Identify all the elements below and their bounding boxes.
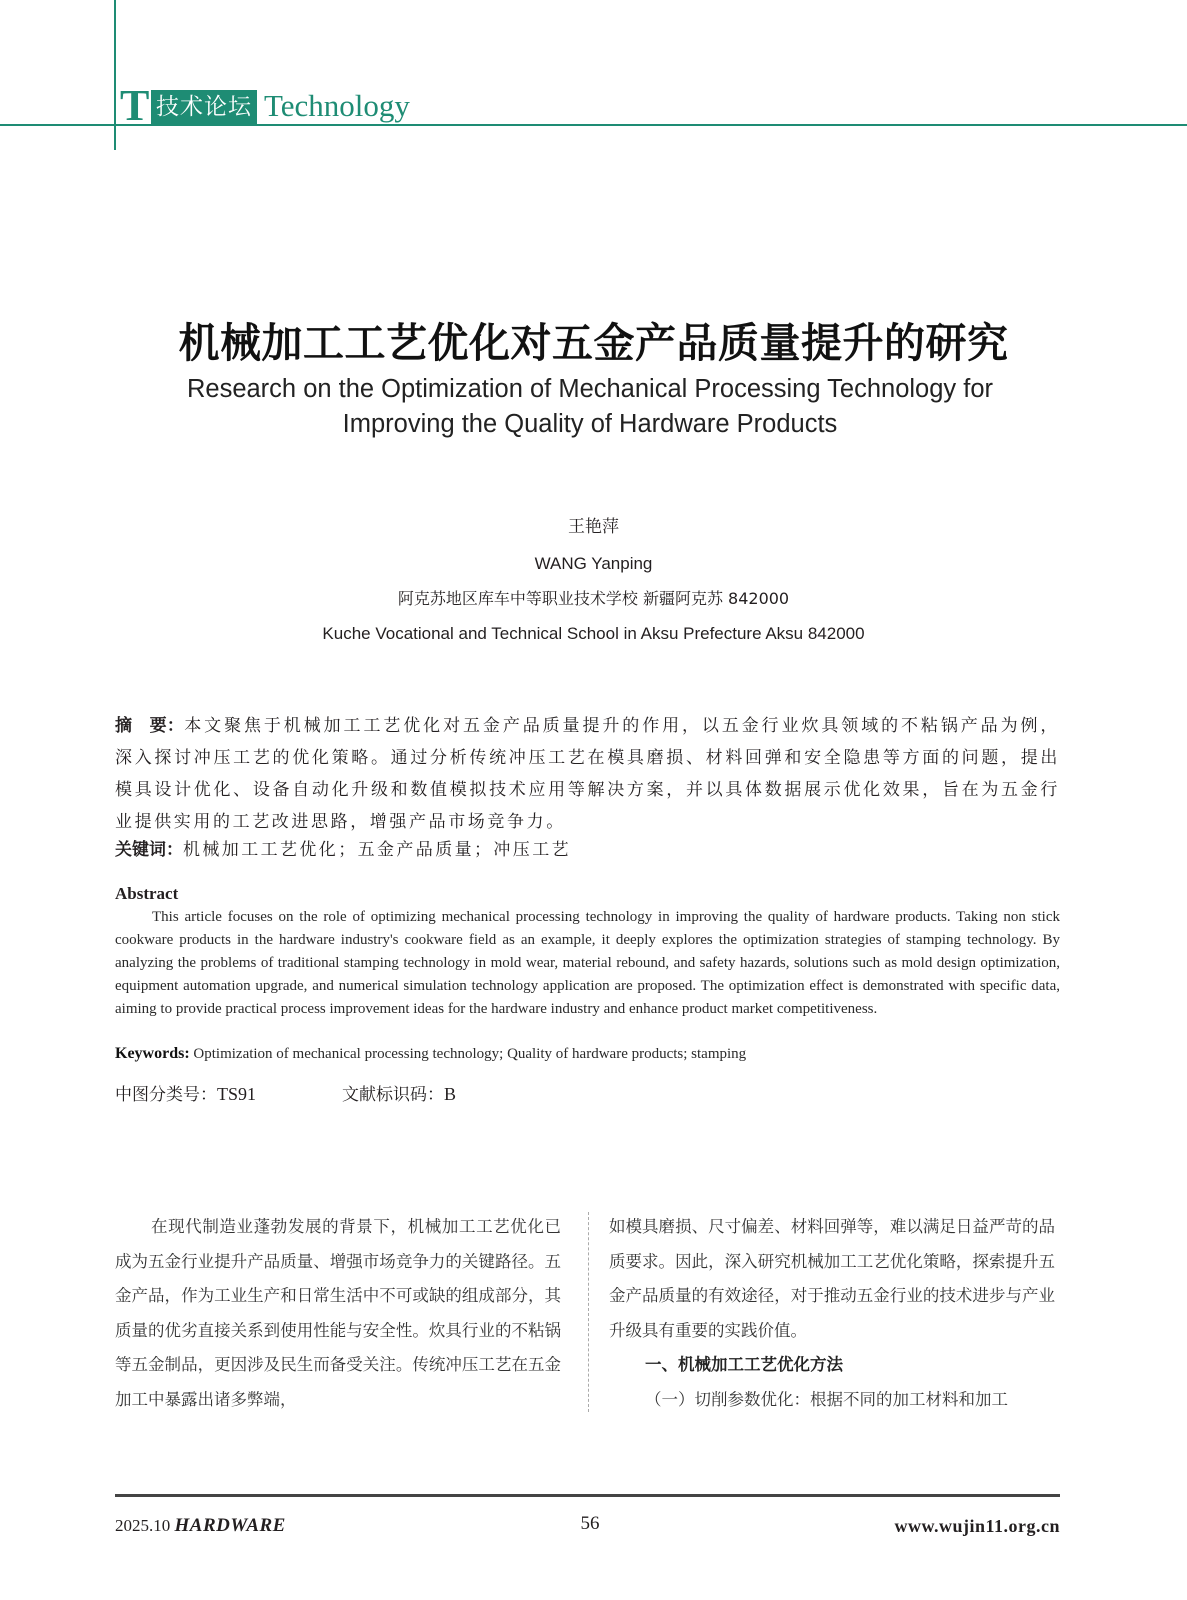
document-code-label: 文献标识码： bbox=[342, 1085, 444, 1105]
paper-title-cn: 机械加工工艺优化对五金产品质量提升的研究 bbox=[178, 319, 1009, 367]
footer-issue-date: 2025.10 bbox=[115, 1516, 171, 1535]
keywords-cn bbox=[115, 836, 571, 864]
body-paragraph-continued: 如模具磨损、尺寸偏差、材料回弹等，难以满足日益严苛的品质要求。因此，深入研究机械加工工艺优化策略，探索提升五金产品质量的有效途径，对于推动五金行业的技术进步与产业升级具有重要的实践价值。 bbox=[609, 1217, 1055, 1340]
abstract-cn-label: 摘 要： bbox=[115, 716, 185, 736]
paper-title-en-line2: Improving the Quality of Hardware Products bbox=[342, 410, 838, 438]
header-vertical-rule bbox=[114, 0, 116, 150]
author-name-cn: 王艳萍 bbox=[568, 517, 619, 537]
clc-value: TS91 bbox=[217, 1084, 257, 1104]
subsection-text: （一）切削参数优化：根据不同的加工材料和加工 bbox=[645, 1389, 1008, 1409]
body-column-right bbox=[609, 1210, 1055, 1417]
author-name-en: WANG Yanping bbox=[534, 554, 653, 573]
header-horizontal-rule bbox=[0, 124, 1187, 126]
keywords-en-text: Optimization of mechanical processing technology; Quality of hardware products; stamping bbox=[193, 1046, 747, 1062]
footer-url[interactable]: www.wujin11.org.cn bbox=[894, 1516, 1060, 1536]
affiliation-en: Kuche Vocational and Technical School in Aksu Prefecture Aksu 842000 bbox=[322, 624, 865, 643]
abstract-en-text: This article focuses on the role of optimizing mechanical processing technology in improving the quality of hardware products. Taking non stick cookware products in the hardware industry's cookware field as an example, it deeply explores the optimization strategies of stamping technology. By analyzing the problems of traditional stamping technology in mold wear, material rebound, and safety hazards, solutions such as mold design optimization, equipment automation upgrade, and numerical simulation technology application are proposed. The optimization effect is demonstrated with specific data, aiming to provide practical process improvement ideas for the hardware industry and enhance product market competitiveness. bbox=[115, 909, 1060, 1017]
section-logo-letter: T bbox=[120, 81, 150, 130]
abstract-cn-text: 本文聚焦于机械加工工艺优化对五金产品质量提升的作用，以五金行业炊具领域的不粘锅产品为例，深入探讨冲压工艺的优化策略。通过分析传统冲压工艺在模具磨损、材料回弹和安全隐患等方面的问题，提出模具设计优化、设备自动化升级和数值模拟技术应用等解决方案，并以具体数据展示优化效果，旨在为五金行业提供实用的工艺改进思路，增强产品市场竞争力。 bbox=[115, 716, 1060, 832]
body-paragraph: 在现代制造业蓬勃发展的背景下，机械加工工艺优化已成为五金行业提升产品质量、增强市场竞争力的关键路径。五金产品，作为工业生产和日常生活中不可或缺的组成部分，其质量的优劣直接关系到使用性能与安全性。炊具行业的不粘锅等五金制品，更因涉及民生而备受关注。传统冲压工艺在五金加工中暴露出诸多弊端， bbox=[115, 1217, 561, 1409]
footer-journal-name: HARDWARE bbox=[174, 1515, 286, 1536]
clc-label: 中图分类号： bbox=[115, 1085, 217, 1105]
abstract-en-heading: Abstract bbox=[115, 884, 179, 903]
page-number: 56 bbox=[580, 1513, 600, 1534]
keywords-en-label: Keywords: bbox=[115, 1045, 190, 1062]
clc-number bbox=[115, 1081, 256, 1108]
keywords-cn-text: 机械加工工艺优化；五金产品质量；冲压工艺 bbox=[183, 840, 571, 860]
section-label-en: Technology bbox=[264, 88, 410, 123]
affiliation-cn: 阿克苏地区库车中等职业技术学校 新疆阿克苏 842000 bbox=[397, 589, 790, 608]
section-badge-cn: 技术论坛 bbox=[151, 90, 257, 124]
paper-title-en-line1: Research on the Optimization of Mechanical Processing Technology for bbox=[186, 375, 994, 403]
document-code bbox=[342, 1081, 456, 1108]
document-code-value: B bbox=[444, 1084, 457, 1104]
body-column-left bbox=[115, 1210, 561, 1417]
abstract-cn bbox=[115, 710, 1060, 838]
footer-rule bbox=[115, 1494, 1060, 1497]
column-divider bbox=[588, 1212, 589, 1412]
paper-title-en bbox=[140, 372, 1040, 442]
footer-issue bbox=[115, 1514, 286, 1538]
keywords-en bbox=[115, 1043, 746, 1065]
keywords-cn-label: 关键词： bbox=[115, 840, 183, 860]
section-heading: 一、机械加工工艺优化方法 bbox=[645, 1355, 843, 1374]
